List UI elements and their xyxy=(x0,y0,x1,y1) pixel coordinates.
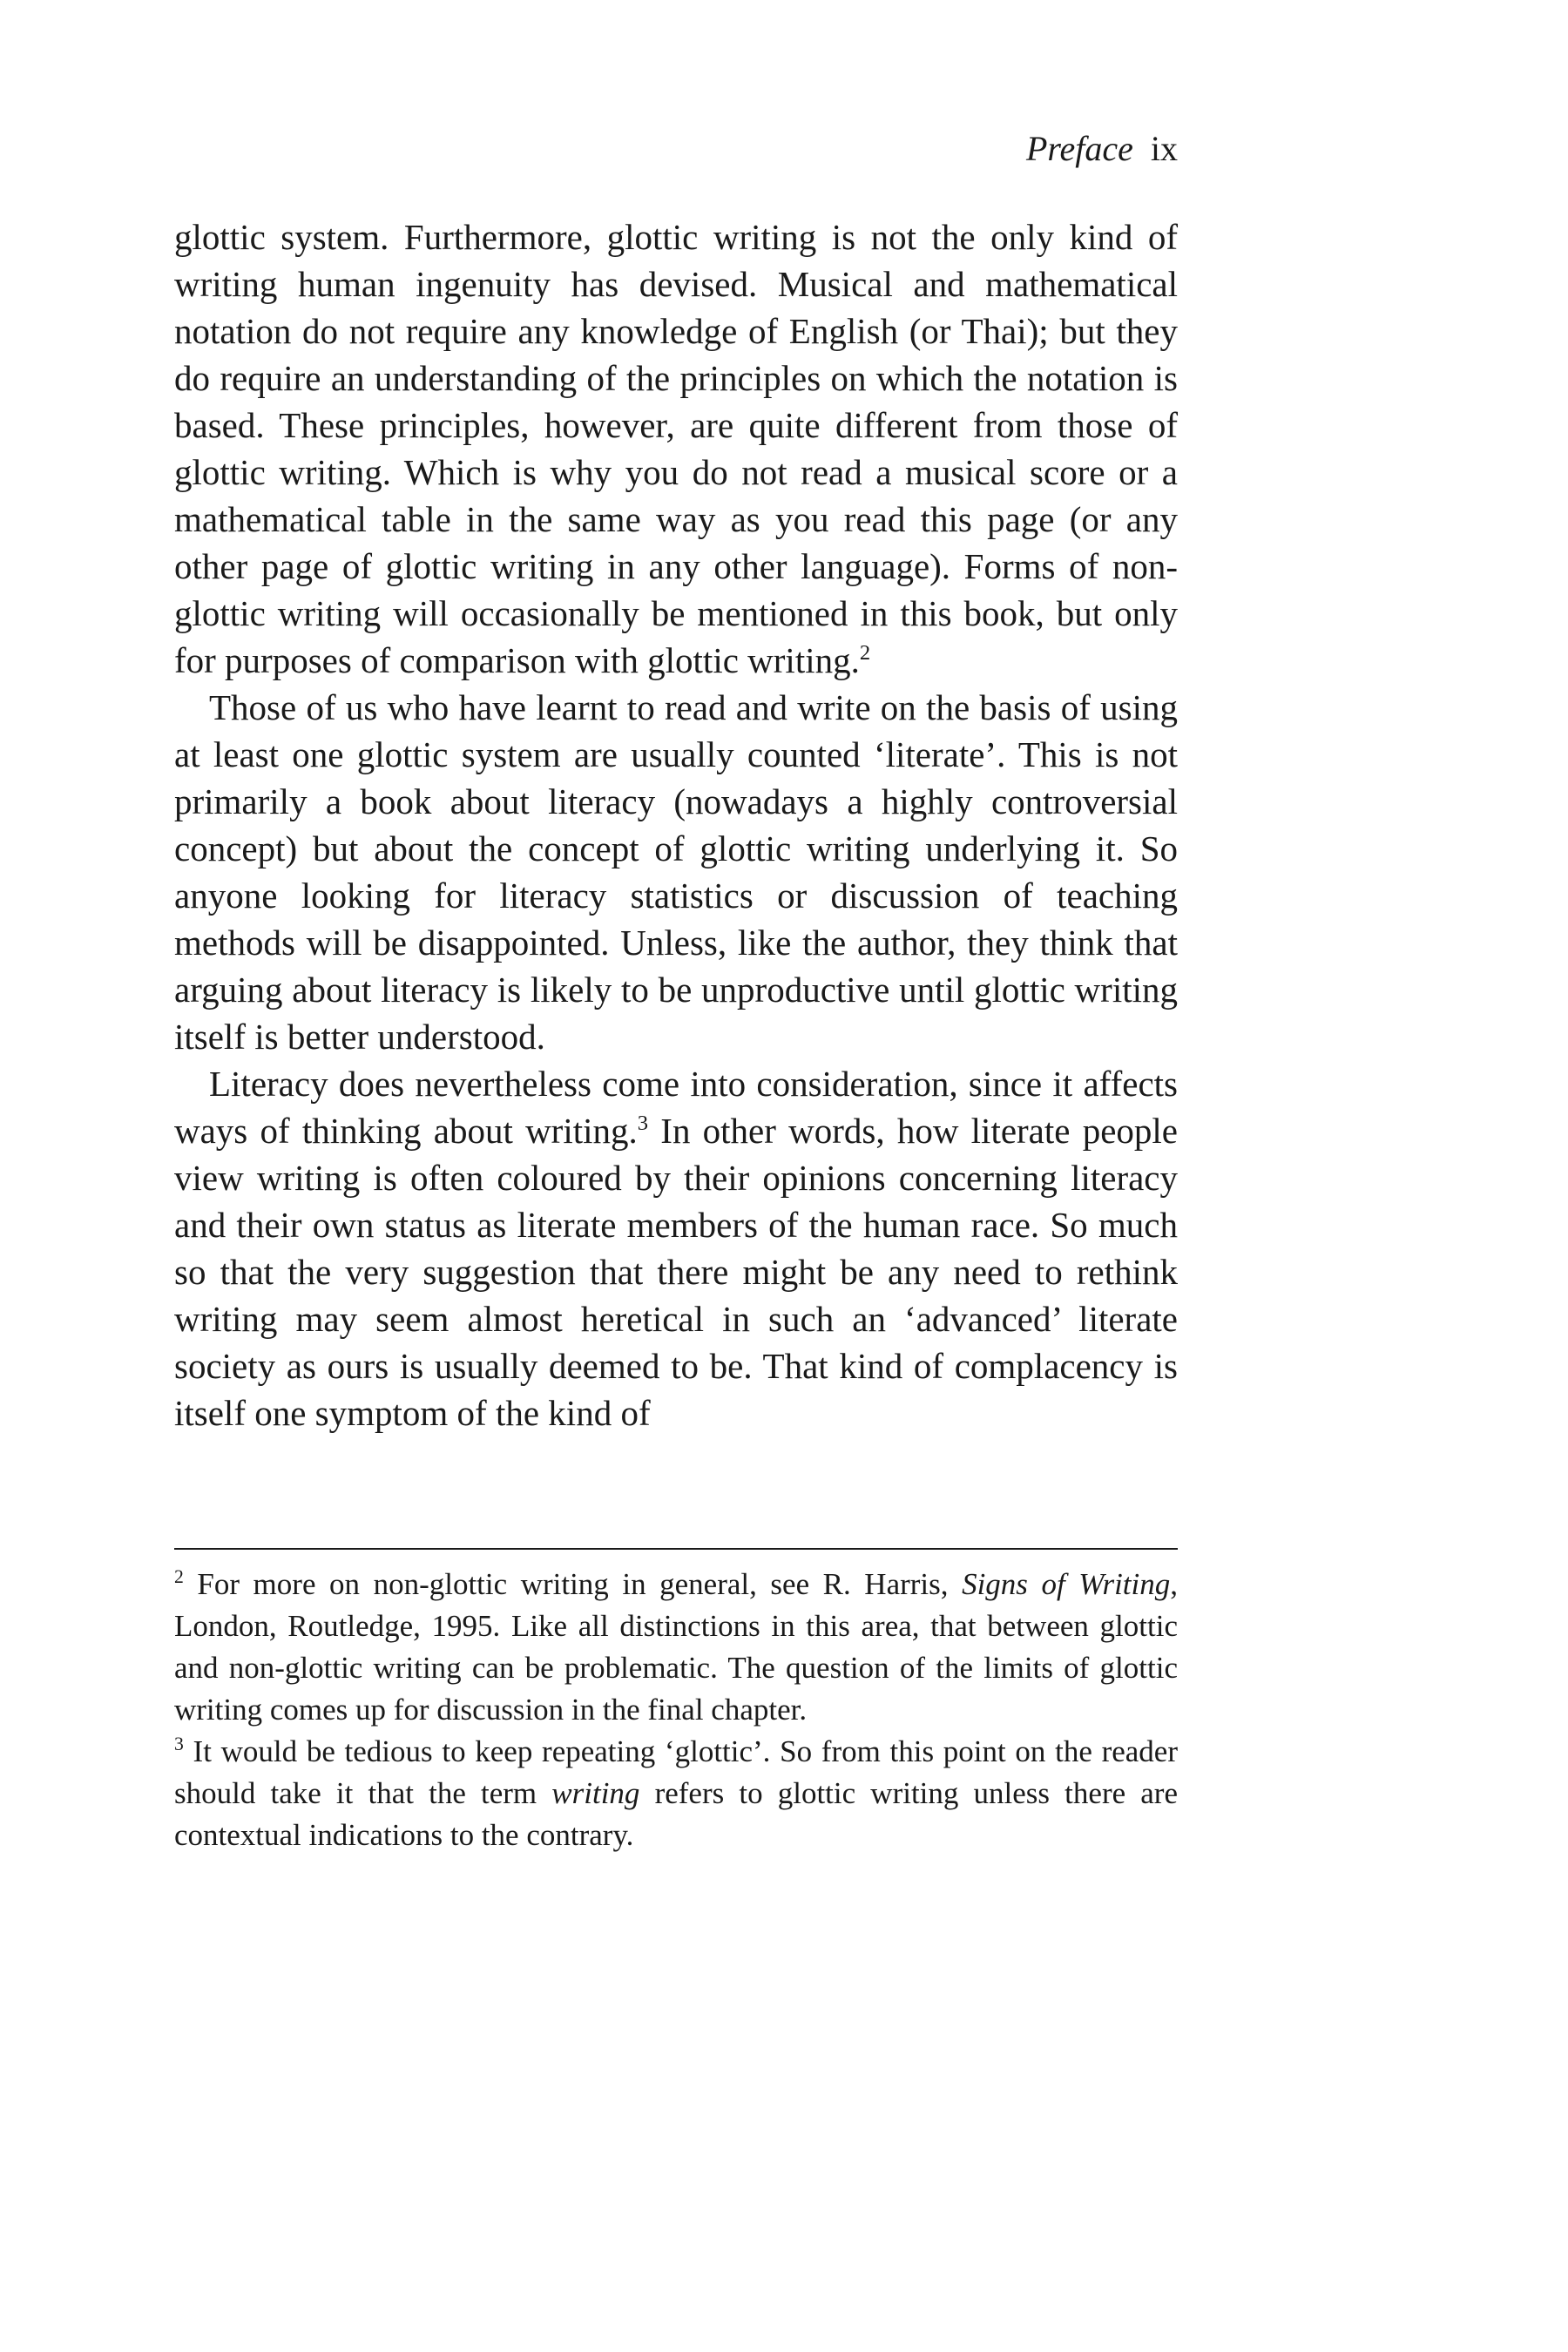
paragraph-text-continued: In other words, how literate people view writing is often coloured by their opinions concerning literacy and their own status as literate members of the human race. So much so that the very suggestion that there might be any need to rethink writing may seem almost heretical in such an ‘advanced’ literate society as ours is usually deemed to be. That kind of complacency is itself one symptom of the kind of xyxy=(174,1111,1178,1433)
running-head-title: Preface xyxy=(1025,129,1133,168)
footnote-text-continued: , London, Routledge, 1995. Like all distinctions in this area, that between glottic and non-glottic writing can be problematic. The question of the limits of glottic writing comes up for discussion in the final chapter. xyxy=(174,1567,1178,1727)
footnote-text-continued: refers to glottic writing unless there are contextual indications to the contrary. xyxy=(174,1776,1178,1852)
footnote-text: For more on non-glottic writing in general, see R. Harris, xyxy=(183,1567,963,1601)
footnote-text: It would be tedious to keep repeating ‘glottic’. So from this point on the reader should take it that the term xyxy=(174,1734,1178,1810)
footnote-reference-3: 3 xyxy=(637,1111,649,1135)
paragraph-text: glottic system. Furthermore, glottic writing is not the only kind of writing human ingenuity has devised. Musical and mathematical notation do not require any knowledge of English (or Thai); but they do require an understanding of the principles on which the notation is based. These principles, however, are quite different from those of glottic writing. Which is why you do not read a musical score or a mathematical table in the same way as you read this page (or any other page of glottic writing in any other language). Forms of non-glottic writing will occasionally be mentioned in this book, but only for purposes of comparison with glottic writing. xyxy=(174,217,1178,680)
italic-term: writing xyxy=(551,1776,640,1810)
footnote-3 xyxy=(174,1731,1178,1856)
footnote-2 xyxy=(174,1564,1178,1731)
page-number: ix xyxy=(1150,129,1178,168)
paragraph-text: Those of us who have learnt to read and write on the basis of using at least one glottic system are usually counted ‘literate’. This is not primarily a book about literacy (nowadays a highly controversial concept) but about the concept of glottic writing underlying it. So anyone looking for literacy statistics or discussion of teaching methods will be disappointed. Unless, like the author, they think that arguing about literacy is likely to be unproductive until glottic writing itself is better understood. xyxy=(174,687,1178,1057)
body-text xyxy=(174,213,1178,1436)
paragraph-1 xyxy=(174,213,1178,684)
footnote-marker: 2 xyxy=(174,1565,184,1587)
book-title: Signs of Writing xyxy=(962,1567,1171,1601)
footnote-reference-2: 2 xyxy=(859,640,871,665)
footnotes xyxy=(174,1564,1178,1856)
running-head xyxy=(1026,127,1178,171)
paragraph-2 xyxy=(174,684,1178,1060)
paragraph-3 xyxy=(174,1060,1178,1436)
footnote-marker: 3 xyxy=(174,1733,184,1754)
paragraph-text: Literacy does nevertheless come into consideration, since it affects ways of thinking about writing. xyxy=(174,1064,1178,1151)
footnote-divider xyxy=(174,1548,1178,1550)
